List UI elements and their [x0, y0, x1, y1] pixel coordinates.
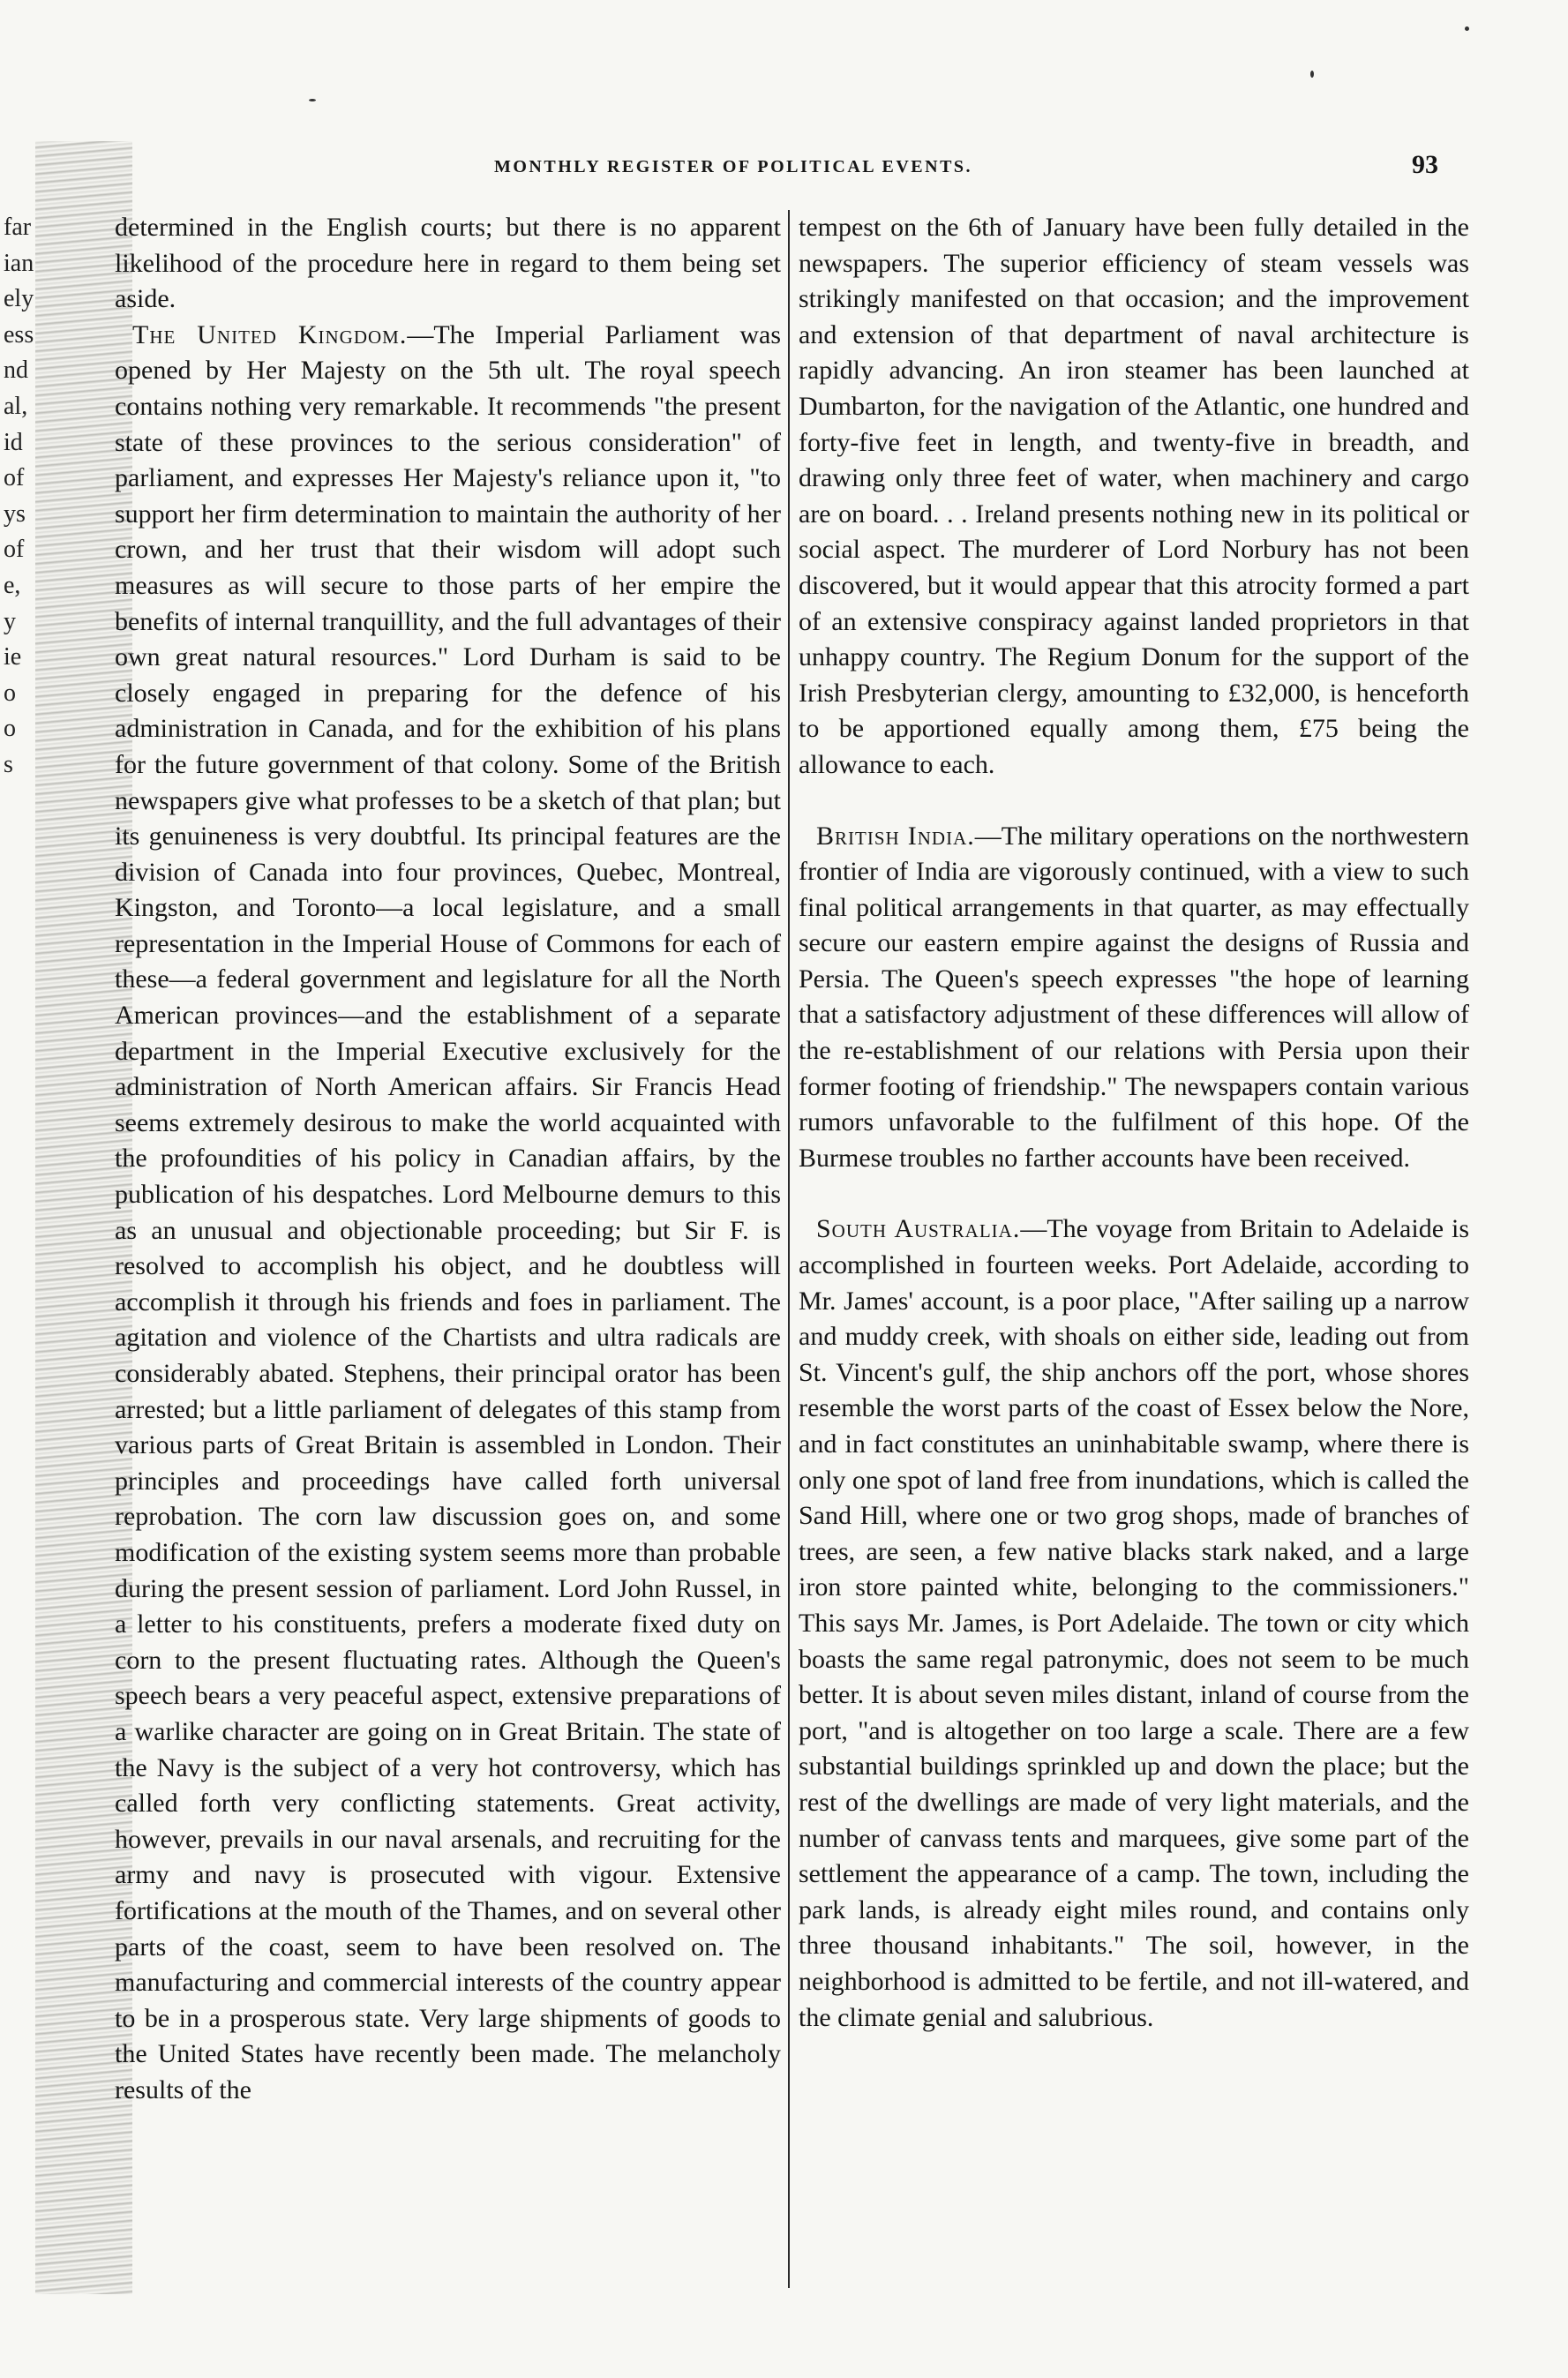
margin-fragment: far: [4, 214, 32, 241]
paragraph-body: —The voyage from Britain to Adelaide is accomplished in fourteen weeks. Port Adelaide, according to Mr. James' account, is a poor place, "After sailing up a narrow and muddy creek, with shoals on either side, leading out from St. Vincent's gulf, the ship anchors off the port, whose shores resemble the worst parts of the coast of Essex below the Nore, and in fact constitutes an uninhabitable swamp, where there is only one spot of land free from inundations, which is called the Sand Hill, where one or two grog shops, made of branches of trees, are seen, a few native blacks stark naked, and a large iron store painted white, belonging to the commissioners." This says Mr. James, is Port Adelaide. The town or city which boasts the same regal patronymic, does not seem to be much better. It is about seven miles distant, inland of course from the port, "and is altogether on too large a scale. There are a few substantial buildings sprinkled up and down the place; but the rest of the dwellings are made of very light materials, and the number of canvass tents and marquees, give some part of the settlement the appearance of a camp. The town, including the park lands, is already eight miles round, and contains only three thousand inhabitants." The soil, however, in the neighborhood is admitted to be fertile, and not ill-watered, and the climate genial and salubrious.: [799, 1214, 1469, 2032]
margin-fragments: [4, 210, 35, 784]
margin-fragment: nd: [4, 356, 28, 385]
margin-fragment: al,: [4, 392, 28, 420]
margin-fragment: ely: [4, 285, 34, 313]
margin-fragment: ess: [4, 320, 34, 349]
print-speck: [1465, 26, 1469, 31]
margin-fragment: e,: [4, 571, 21, 599]
paragraph-body: —The Imperial Parliament was opened by Her Majesty on the 5th ult. The royal speech contains nothing very remarkable. It recommends "the present state of these provinces to the serious consideration" of parliament, and expresses Her Majesty's reliance upon it, "to support her firm determination to maintain the authority of her crown, and her trust that their wisdom will adopt such measures as will secure to those parts of her empire the benefits of internal tranquillity, and the full advantages of their own great natural resources." Lord Durham is said to be closely engaged in preparing for the defence of his administration in Canada, and for the exhibition of his plans for the future government of that colony. Some of the British newspapers give what professes to be a sketch of that plan; but its genuineness is very doubtful. Its principal features are the division of Canada into four provinces, Quebec, Montreal, Kingston, and Toronto—a local legislature, and a small representation in the Imperial House of Commons for each of these—a federal government and legislature for all the North American provinces—and the establishment of a separate department in the Imperial Executive exclusively for the administration of North American affairs. Sir Francis Head seems extremely desirous to make the world acquainted with the profoundities of his policy in Canadian affairs, by the publication of his despatches. Lord Melbourne demurs to this as an unusual and objectionable proceeding; but Sir F. is resolved to accomplish his object, and he doubtless will accomplish it through his friends and foes in parliament. The agitation and violence of the Chartists and ultra radicals are considerably abated. Stephens, their principal orator has been arrested; but a little parliament of delegates of this stamp from various parts of Great Britain is assembled in London. Their principles and proceedings have called forth universal reprobation. The corn law discussion goes on, and some modification of the existing system seems more than probable during the present session of parliament. Lord John Russel, in a letter to his constituents, prefers a moderate fixed duty on corn to the present fluctuating rates. Although the Queen's speech bears a very peaceful aspect, extensive preparations of a warlike character are going on in Great Britain. The state of the Navy is the subject of a very hot controversy, which has called forth very conflicting statements. Great activity, however, prevails in our naval arsenals, and recruiting for the army and navy is prosecuted with vigour. Extensive fortifications at the mouth of the Thames, and on several other parts of the coast, seem to have been resolved on. The manufacturing and commercial interests of the country appear to be in a prosperous state. Very large shipments of goods to the United States have recently been made. The melancholy results of the: [115, 319, 781, 2104]
margin-fragment: o: [4, 715, 16, 743]
section-heading: British India.: [816, 821, 975, 851]
running-head: MONTHLY REGISTER OF POLITICAL EVENTS.: [494, 157, 973, 176]
right-column: [799, 210, 1469, 2036]
left-column: [115, 210, 781, 2108]
paragraph-continued: determined in the English courts; but there is no apparent likelihood of the procedure here in regard to them being set aside.: [115, 213, 781, 314]
margin-fragment: ian: [4, 249, 34, 277]
paragraph-british-india: [799, 819, 1469, 1177]
paragraph-south-australia: [799, 1212, 1469, 2036]
paragraph-united-kingdom: [115, 318, 781, 2109]
paragraph-continued: tempest on the 6th of January have been fully detailed in the newspapers. The superior efficiency of steam vessels was strikingly manifested on that occasion; and the improvement and extension of that department of naval architecture is rapidly advancing. An iron steamer has been launched at Dumbarton, for the navigation of the Atlantic, one hundred and forty-five feet in length, and twenty-five in breadth, and drawing only three feet of water, when machinery and cargo are on board. . . Ireland presents nothing new in its political or social aspect. The murderer of Lord Norbury has not been discovered, but it would appear that this atrocity formed a part of an extensive conspiracy against landed proprietors in that unhappy country. The Regium Donum for the support of the Irish Presbyterian clergy, amounting to £32,000, is henceforth to be apportioned equally among them, £75 being the allowance to each.: [799, 213, 1469, 779]
page-number: 93: [1412, 150, 1438, 179]
margin-fragment: of: [4, 536, 25, 564]
margin-fragment: of: [4, 464, 25, 492]
margin-fragment: o: [4, 679, 16, 707]
margin-fragment: s: [4, 750, 13, 778]
section-heading: South Australia.: [816, 1214, 1021, 1244]
print-speck: [309, 99, 316, 101]
print-speck: [1310, 71, 1314, 78]
margin-fragment: ie: [4, 643, 22, 671]
margin-fragment: ys: [4, 499, 26, 528]
margin-fragment: id: [4, 428, 23, 456]
column-divider: [788, 210, 790, 2288]
margin-fragment: y: [4, 607, 16, 635]
paragraph-body: —The military operations on the northwestern frontier of India are vigorously continued, with a view to such final political arrangements in that quarter, as may effectually secure our eastern empire against the designs of Russia and Persia. The Queen's speech expresses "the hope of learning that a satisfactory adjustment of these differences will allow of the re-establishment of our relations with Persia upon their former footing of friendship." The newspapers contain various rumors unfavorable to the fulfilment of this hope. Of the Burmese troubles no farther accounts have been received.: [799, 821, 1470, 1173]
section-heading: The United Kingdom.: [132, 319, 408, 349]
